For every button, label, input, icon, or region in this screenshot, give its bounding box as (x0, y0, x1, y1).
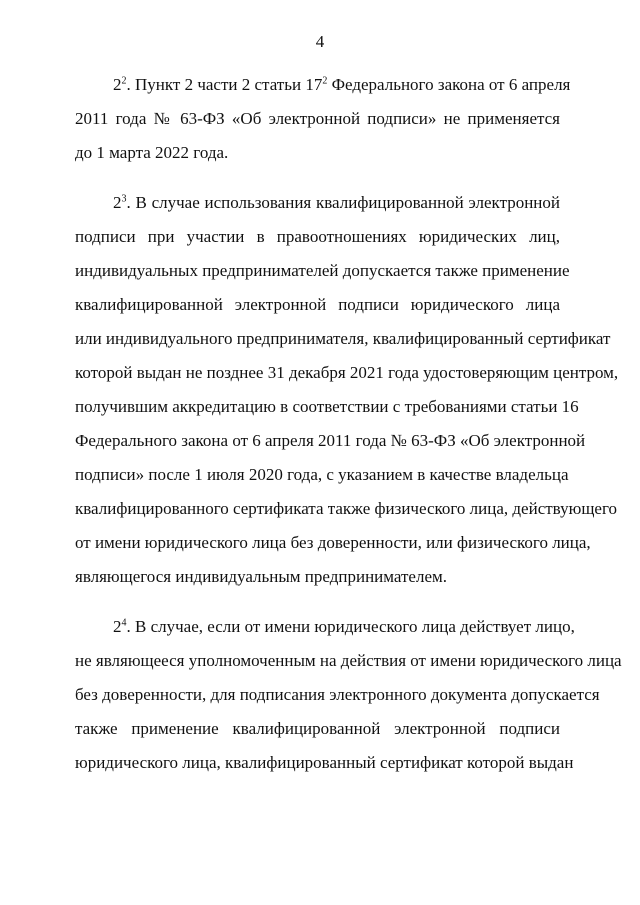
paragraph-number-sup: 2 (121, 75, 127, 87)
paragraph-first-line (75, 186, 560, 220)
paragraph-line: до 1 марта 2022 года. (75, 143, 229, 162)
paragraph-line: квалифицированной электронной подписи юридического лица (75, 295, 560, 314)
page-number: 4 (315, 32, 325, 51)
document-body (75, 68, 622, 796)
paragraph-line: являющегося индивидуальным предпринимателем. (75, 567, 448, 586)
paragraph-line: квалифицированного сертификата также физического лица, действующего (75, 499, 618, 518)
paragraph-line: которой выдан не позднее 31 декабря 2021 года удостоверяющим центром, (75, 363, 619, 382)
paragraph-first-line (75, 68, 571, 102)
paragraph-line: подписи» после 1 июля 2020 года, с указанием в качестве владельца (75, 465, 569, 484)
paragraph-line: получившим аккредитацию в соответствии с требованиями статьи 16 (75, 397, 579, 416)
paragraph-line: 2011 года № 63-ФЗ «Об электронной подписи» не применяется (75, 109, 560, 128)
paragraph-line: индивидуальных предпринимателей допускается также применение (75, 261, 570, 280)
paragraph-line: подписи при участии в правоотношениях юридических лиц, (75, 227, 560, 246)
paragraph-number: 2 (113, 75, 122, 94)
paragraph-line: юридического лица, квалифицированный сертификат которой выдан (75, 753, 574, 772)
paragraph-line: не являющееся уполномоченным на действия от имени юридического лица (75, 651, 622, 670)
paragraph-number-sup: 3 (121, 193, 127, 205)
paragraph-number: 2 (113, 617, 122, 636)
paragraph-line: без доверенности, для подписания электронного документа допускается (75, 685, 600, 704)
paragraph-line: или индивидуального предпринимателя, квалифицированный сертификат (75, 329, 611, 348)
paragraph-text: . В случае, если от имени юридического лица действует лицо, (126, 617, 575, 636)
paragraph-2-2 (75, 68, 571, 170)
paragraph-2-4 (75, 610, 622, 780)
paragraph-first-line (75, 610, 575, 644)
article-sup: 2 (322, 75, 328, 87)
paragraph-text: . В случае использования квалифицированной электронной (126, 193, 560, 212)
paragraph-line: Федерального закона от 6 апреля 2011 года № 63-ФЗ «Об электронной (75, 431, 586, 450)
paragraph-line: также применение квалифицированной электронной подписи (75, 719, 560, 738)
paragraph-2-3 (75, 186, 619, 594)
paragraph-number: 2 (113, 193, 122, 212)
paragraph-line: от имени юридического лица без доверенности, или физического лица, (75, 533, 591, 552)
paragraph-text: . Пункт 2 части 2 статьи 17 (126, 75, 323, 94)
paragraph-number-sup: 4 (121, 617, 127, 629)
paragraph-text: Федерального закона от 6 апреля (327, 75, 571, 94)
